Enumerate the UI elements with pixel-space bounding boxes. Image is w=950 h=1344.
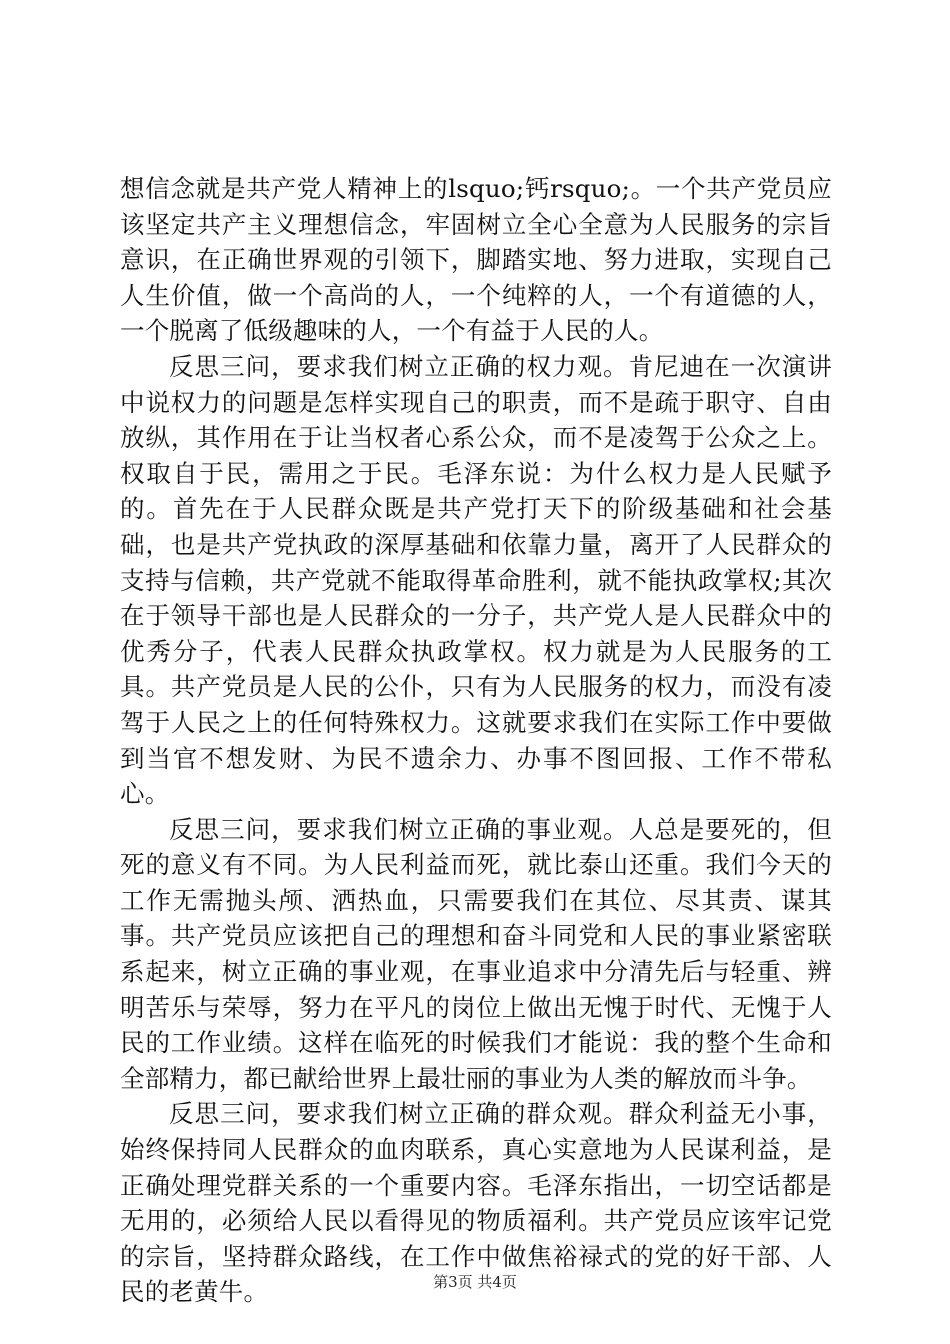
- page-footer: 第3页 共4页: [433, 1273, 517, 1291]
- paragraph-masses-view: 反思三问，要求我们树立正确的群众观。群众利益无小事，始终保持同人民群众的血肉联系，真心实意地为人民谋利益，是正确处理党群关系的一个重要内容。毛泽东指出，一切空话都是无用的，必须给人民以看得见的物质福利。共产党员应该牢记党的宗旨，坚持群众路线，在工作中做焦裕禄式的党的好干部、人民的老黄牛。: [120, 1099, 832, 1307]
- paragraph-power-view: 反思三问，要求我们树立正确的权力观。肯尼迪在一次演讲中说权力的问题是怎样实现自己的职责，而不是疏于职守、自由放纵，其作用在于让当权者心系公众，而不是凌驾于公众之上。权取自于民，需用之于民。毛泽东说：为什么权力是人民赋予的。首先在于人民群众既是共产党打天下的阶级基础和社会基础，也是共产党执政的深厚基础和依靠力量，离开了人民群众的支持与信赖，共产党就不能取得革命胜利，就不能执政掌权;其次在于领导干部也是人民群众的一分子，共产党人是人民群众中的优秀分子，代表人民群众执政掌权。权力就是为人民服务的工具。共产党员是人民的公仆，只有为人民服务的权力，而没有凌驾于人民之上的任何特殊权力。这就要求我们在实际工作中要做到当官不想发财、为民不遗余力、办事不图回报、工作不带私心。: [120, 351, 832, 809]
- body-text: [120, 171, 832, 1310]
- paragraph-ideals: 想信念就是共产党人精神上的lsquo;钙rsquo;。一个共产党员应该坚定共产主义理想信念，牢固树立全心全意为人民服务的宗旨意识，在正确世界观的引领下，脚踏实地、努力进取，实现自己人生价值，做一个高尚的人，一个纯粹的人，一个有道德的人，一个脱离了低级趣味的人，一个有益于人民的人。: [120, 174, 832, 346]
- paragraph-career-view: 反思三问，要求我们树立正确的事业观。人总是要死的，但死的意义有不同。为人民利益而死，就比泰山还重。我们今天的工作无需抛头颅、洒热血，只需要我们在其位、尽其责、谋其事。共产党员应该把自己的理想和奋斗同党和人民的事业紧密联系起来，树立正确的事业观，在事业追求中分清先后与轻重、辨明苦乐与荣辱，努力在平凡的岗位上做出无愧于时代、无愧于人民的工作业绩。这样在临死的时候我们才能说：我的整个生命和全部精力，都已献给世界上最壮丽的事业为人类的解放而斗争。: [120, 814, 832, 1093]
